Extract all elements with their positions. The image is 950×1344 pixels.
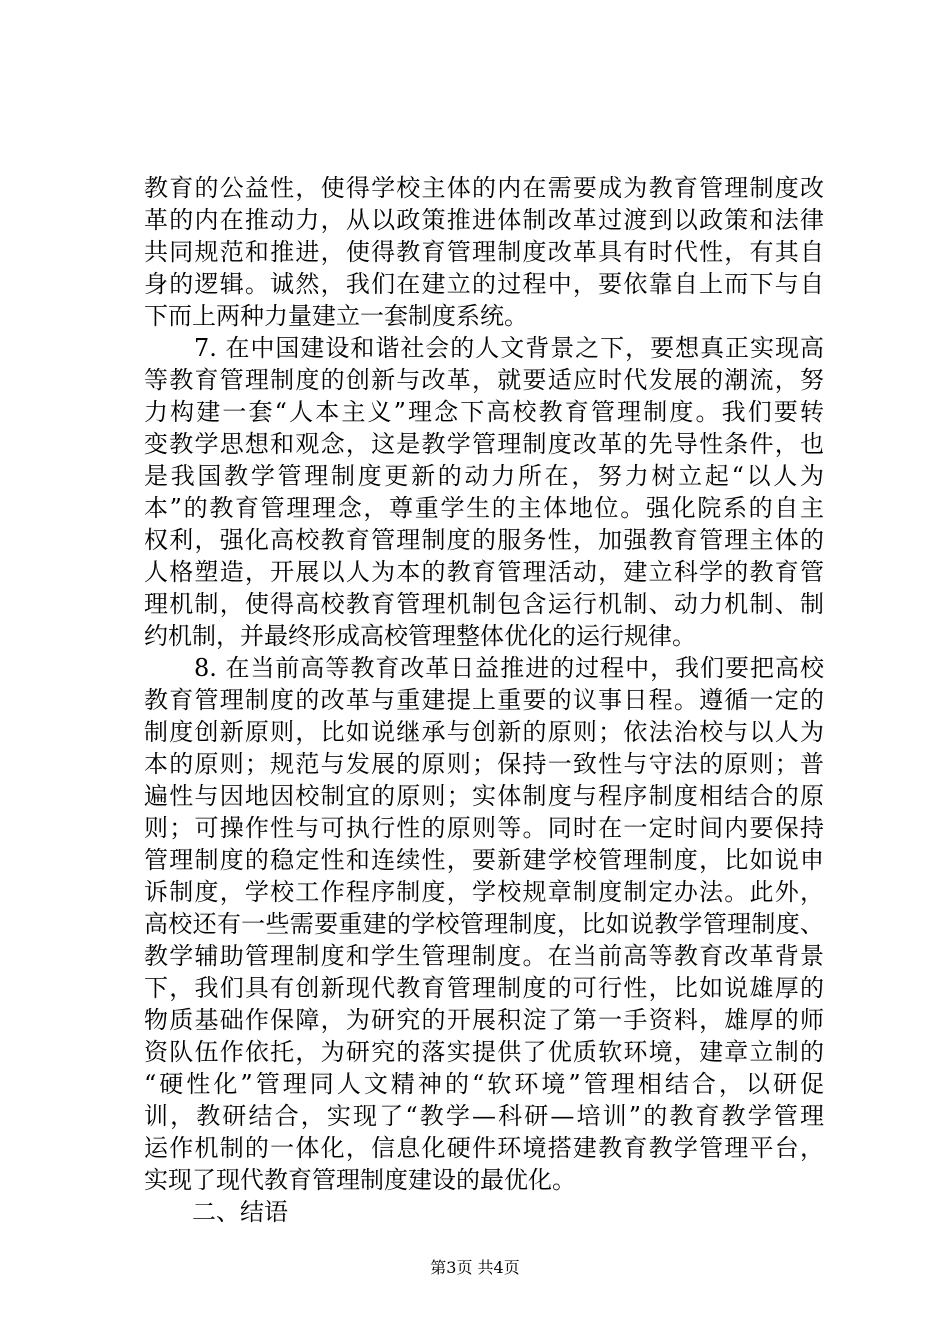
text-line: “硬性化”管理同人文精神的“软环境”管理相结合，以研促 <box>144 1070 824 1098</box>
text-line: 遍性与因地因校制宜的原则；实体制度与程序制度相结合的原 <box>144 782 824 810</box>
text-line: 本”的教育管理理念，尊重学生的主体地位。强化院系的自主 <box>144 494 824 522</box>
text-line: 制度创新原则，比如说继承与创新的原则；依法治校与以人为 <box>144 718 824 746</box>
text-line: 8. 在当前高等教育改革日益推进的过程中，我们要把高校 <box>144 654 824 682</box>
text-line: 物质基础作保障，为研究的开展积淀了第一手资料，雄厚的师 <box>144 1006 824 1034</box>
text-line: 变教学思想和观念，这是教学管理制度改革的先导性条件，也 <box>144 430 824 458</box>
page-footer: 第3页 共4页 <box>430 1258 520 1277</box>
text-line: 是我国教学管理制度更新的动力所在，努力树立起“以人为 <box>144 462 824 490</box>
text-line: 下而上两种力量建立一套制度系统。 <box>144 302 528 330</box>
text-line: 教育管理制度的改革与重建提上重要的议事日程。遵循一定的 <box>144 686 824 714</box>
text-line: 权利，强化高校教育管理制度的服务性，加强教育管理主体的 <box>144 526 824 554</box>
text-line: 7. 在中国建设和谐社会的人文背景之下，要想真正实现高 <box>144 334 824 362</box>
text-line: 共同规范和推进，使得教育管理制度改革具有时代性，有其自 <box>144 238 824 266</box>
text-line: 资队伍作依托，为研究的落实提供了优质软环境，建章立制的 <box>144 1038 824 1066</box>
text-line: 人格塑造，开展以人为本的教育管理活动，建立科学的教育管 <box>144 558 824 586</box>
body-text <box>144 172 824 1228</box>
text-line: 理机制，使得高校教育管理机制包含运行机制、动力机制、制 <box>144 590 824 618</box>
text-line: 则；可操作性与可执行性的原则等。同时在一定时间内要保持 <box>144 814 824 842</box>
text-line: 诉制度，学校工作程序制度，学校规章制度制定办法。此外， <box>144 878 824 906</box>
text-line: 训，教研结合，实现了“教学—科研—培训”的教育教学管理 <box>144 1102 824 1130</box>
text-line: 实现了现代教育管理制度建设的最优化。 <box>144 1166 576 1194</box>
text-line: 高校还有一些需要重建的学校管理制度，比如说教学管理制度、 <box>144 910 824 938</box>
text-line: 教学辅助管理制度和学生管理制度。在当前高等教育改革背景 <box>144 942 824 970</box>
text-line: 下，我们具有创新现代教育管理制度的可行性，比如说雄厚的 <box>144 974 824 1002</box>
text-line: 管理制度的稳定性和连续性，要新建学校管理制度，比如说申 <box>144 846 824 874</box>
text-line: 教育的公益性，使得学校主体的内在需要成为教育管理制度改 <box>144 174 824 202</box>
text-line: 力构建一套“人本主义”理念下高校教育管理制度。我们要转 <box>144 398 824 426</box>
text-line: 革的内在推动力，从以政策推进体制改革过渡到以政策和法律 <box>144 206 824 234</box>
section-heading: 二、结语 <box>144 1198 288 1226</box>
text-line: 运作机制的一体化，信息化硬件环境搭建教育教学管理平台， <box>144 1134 824 1162</box>
text-line: 等教育管理制度的创新与改革，就要适应时代发展的潮流，努 <box>144 366 824 394</box>
text-line: 约机制，并最终形成高校管理整体优化的运行规律。 <box>144 622 696 650</box>
text-line: 本的原则；规范与发展的原则；保持一致性与守法的原则；普 <box>144 750 824 778</box>
text-line: 身的逻辑。诚然，我们在建立的过程中，要依靠自上而下与自 <box>144 270 824 298</box>
